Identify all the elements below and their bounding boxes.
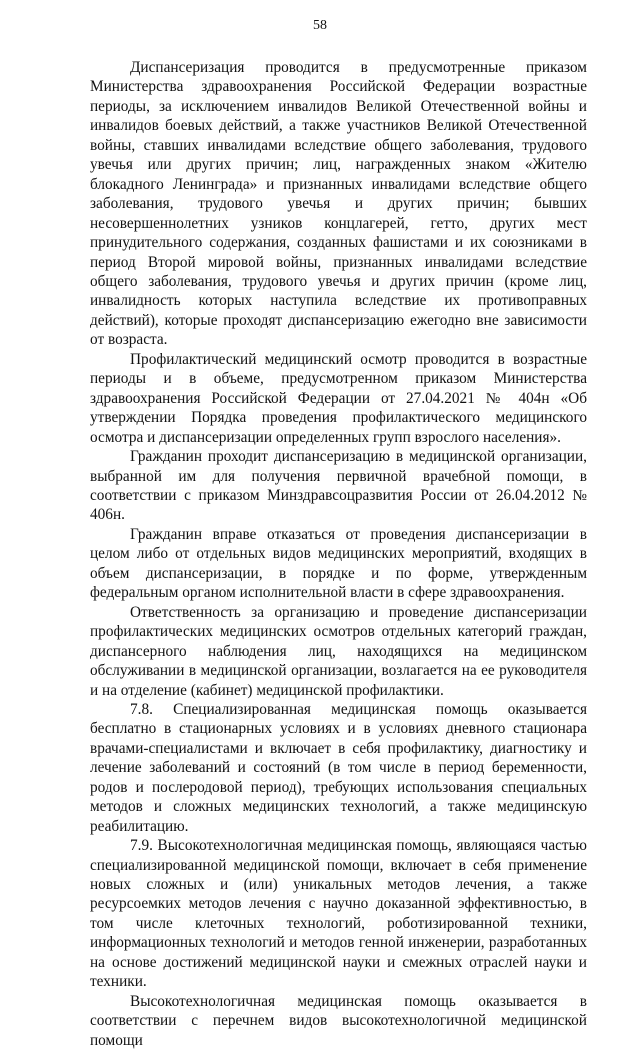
page-number: 58 [313, 18, 327, 33]
paragraph-organization-choice: Гражданин проходит диспансеризацию в медицинской организации, выбранной им для получения первичной врачебной помощи, в соответствии с приказом Минздравсоцразвития России от 26.04.2012 № 406н. [90, 448, 587, 524]
paragraph-right-to-refuse: Гражданин вправе отказаться от проведения диспансеризации в целом либо от отдельных видов медицинских мероприятий, входящих в объем диспансеризации, в порядке и по форме, утвержденным федеральным органом исполнительной власти в сфере здравоохранения. [90, 525, 587, 602]
paragraph-high-tech-care: Высокотехнологичная медицинская помощь оказывается в соответствии с перечнем видов высокотехнологичной медицинской помощи [90, 992, 587, 1049]
paragraph-dispensarization-periods: Диспансеризация проводится в предусмотренные приказом Министерства здравоохранения Российской Федерации возрастные периоды, за исключением инвалидов Великой Отечественной войны и инвалидов боевых действий, а также участников Великой Отечественной войны, ставших инвалидами вследствие общего заболевания, трудового увечья или других причин; лиц, награжденных знаком «Жителю блокадного Ленинграда» и признанных инвалидами вследствие общего заболевания, трудового увечья и других причин; бывших несовершеннолетних узников концлагерей, гетто, других мест принудительного содержания, созданных фашистами и их союзниками в период Второй мировой войны, признанных инвалидами вследствие общего заболевания, трудового увечья и других причин (кроме лиц, инвалидность которых наступила вследствие их противоправных действий), которые проходят диспансеризацию ежегодно вне зависимости от возраста. [90, 59, 587, 349]
paragraph-section-7-9: 7.9. Высокотехнологичная медицинская помощь, являющаяся частью специализированной медицинской помощи, включает в себя применение новых сложных и (или) уникальных методов лечения, а также ресурсоемких методов лечения с научно доказанной эффективностью, в том числе клеточных технологий, роботизированной техники, информационных технологий и методов генной инженерии, разработанных на основе достижений медицинской науки и смежных отраслей науки и техники. [90, 837, 587, 991]
paragraph-responsibility: Ответственность за организацию и проведение диспансеризации профилактических медицинских осмотров отдельных категорий граждан, диспансерного наблюдения лиц, находящихся на медицинском обслуживании в медицинской организации, возлагается на ее руководителя и на отделение (кабинет) медицинской профилактики. [90, 603, 587, 699]
paragraph-preventive-exam: Профилактический медицинский осмотр проводится в возрастные периоды и в объеме, предусмотренном приказом Министерства здравоохранения Российской Федерации от 27.04.2021 № 404н «Об утверждении Порядка проведения профилактического медицинского осмотра и диспансеризации определенных групп взрослого населения». [90, 350, 587, 446]
document-body [90, 58, 587, 1050]
paragraph-section-7-8: 7.8. Специализированная медицинская помощь оказывается бесплатно в стационарных условиях и в условиях дневного стационара врачами-специалистами и включает в себя профилактику, диагностику и лечение заболеваний и состояний (в том числе в период беременности, родов и послеродовой период), требующих использования специальных методов и сложных медицинских технологий, а также медицинскую реабилитацию. [90, 700, 587, 835]
